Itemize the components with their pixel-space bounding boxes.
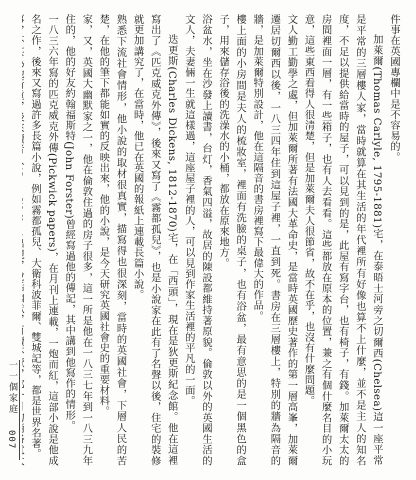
paragraph: 迭更斯(Charles Dickens, 1812-1870)宅，在「西頭」，現在是狄更斯紀念館。他在這裡寫出了《匹克威克外傳》，後來又寫了《霧都孤兒》，也是小說家在此有了名聲以後，住宅的裝修就更加講究了，在當時，他已在英國的報紙上連載長篇小說。 bbox=[131, 14, 177, 466]
paragraph: 家，又，英國大幽默家之一，他在倫敦住過的房子很多，這一所是他在一八三七年到一八三九年住的，他的好友約翰福斯特(John Forster)曾經寫過他的傳記，其中講到他寫作的情形。 bbox=[63, 14, 92, 466]
paragraph: 浴盆水，坐在沙發上讀書，台灯，香氣四溢，故居的陳設都維持著原貌。倫敦以外的英國生活的文人，夫妻倆一生就這樣過，這座屋子裡的人，可以見到作家生活裡的平凡的一面。 bbox=[182, 14, 211, 466]
paragraph: 文人勤工勤學之處，但加萊爾所著有法國大革命史，是當時英國歷史著作的第一層高峯，加萊爾遷居切爾西以後，一八三四年住到這屋子裡，一直到死。書房在三層樓上，特別的牆為隔音的牆，是加萊爾特別設計，他在這隔音的書房裡寫下最偉大的作品。 bbox=[251, 14, 297, 466]
running-header: 一一個家庭 bbox=[7, 360, 17, 415]
paragraph: 加萊爾(Thomas Carlyle, 1795-1881)宅，在泰晤士河旁之切爾西(Chelsea)這一座平常是平常的三層樓人家，當時就算在其生活的年代裡所有好像也算不上什麼，並不是主人的知名度，不足以提供給當時的屋子，可以見到的是，此屋有寫字台，也有椅子，有錢。加萊爾太太的房間裡面一層，有一些箱子，也有人去看看。這些都放在原本的位置，兼之有個什麼名目的小玩意，這些東西看得人很清楚，但是加萊爾夫人很節省，故不在乎，也沒有什麼問題。 bbox=[302, 14, 382, 466]
paragraph: 一八三六年寫的匹克威克外傳(Pickwick papers)，在月刊上連載，一炮而紅，這部小說是他成名之作，後來又寫過許多長篇小說，例如霧都孤兒、大衛科波菲爾、雙城記等，都是世界名著。 bbox=[29, 14, 58, 466]
body-text bbox=[22, 14, 402, 466]
page-number: 007 bbox=[6, 430, 16, 450]
paragraph: 熟悉下流社會情形，他小說的取材很真實，描寫得也很深刻，當時的英國社會，下層人民的苦楚，在他的筆下都能如實的反映出來，他的小說，是今天研究英國社會史的重要材料。 bbox=[97, 14, 126, 466]
paragraph: 樓上面的小房間是夫人的梳妝室，裡面有洗臉的桌子，也有浴盆，最有意思的是一個黑色的盒子，用來儲存浴後的洗澡水的小桶，都放在原來地方。 bbox=[217, 14, 246, 466]
paragraph: 件事在英國專欄中是不容易的。 bbox=[388, 14, 399, 163]
paragraph bbox=[22, 14, 26, 466]
header-rule bbox=[19, 360, 20, 460]
